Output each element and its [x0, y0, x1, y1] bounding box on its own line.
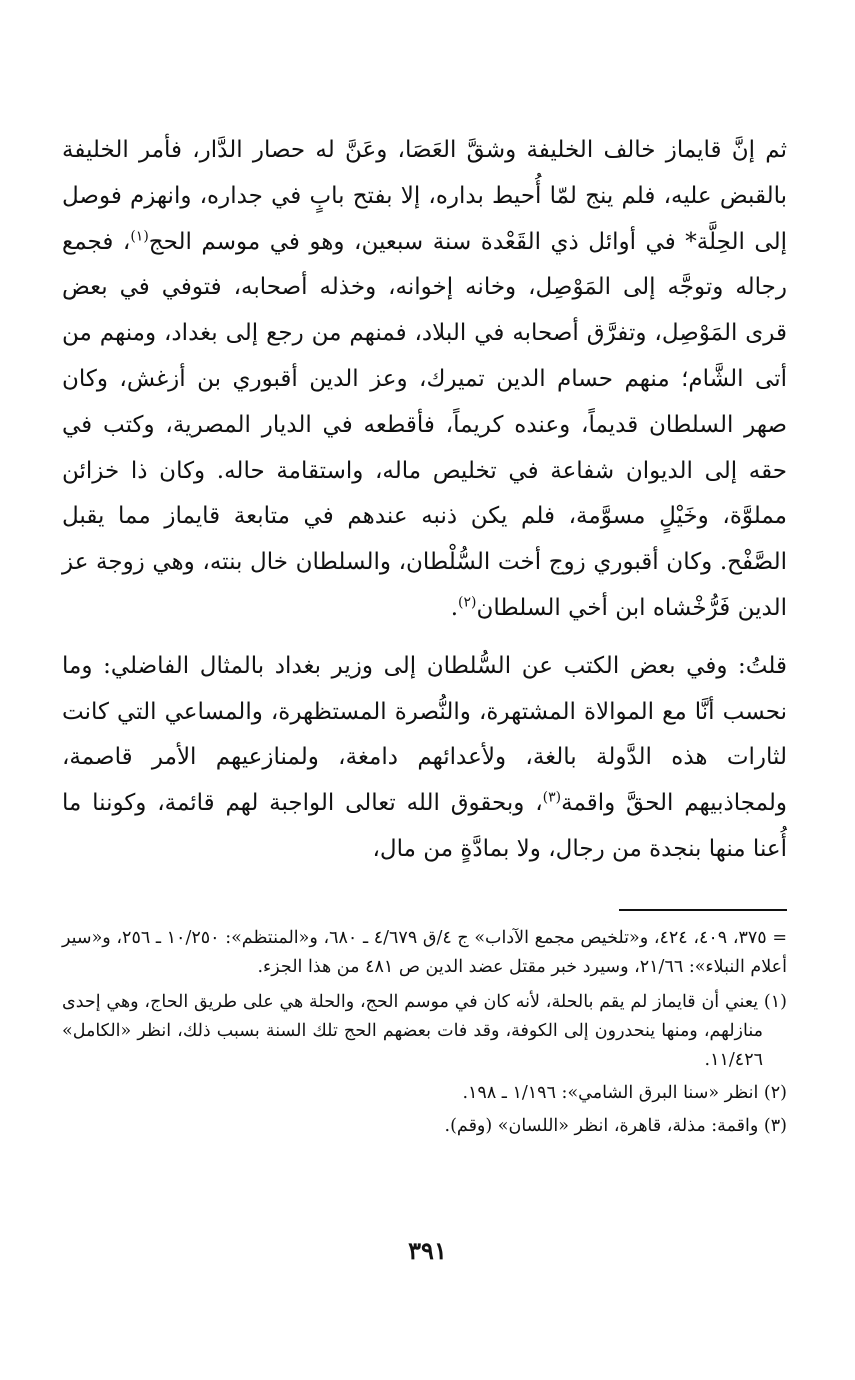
paragraph-2-text: قلتُ: وفي بعض الكتب عن السُّلطان إلى وزير بغداد بالمثال الفاضلي: وما نحسب أنَّا مع الموالاة المشتهرة، والنُّصرة المستظهرة، والمساعي التي كانت لثارات هذه الدَّولة بالغة، ولأعدائهم دامغة، ولمنازعيهم الأمر قاصمة، ولمجاذبيهم الحقَّ واقمة: [62, 652, 787, 817]
paragraph-2: [62, 644, 787, 873]
paragraph-2-text-continued: ، وبحقوق الله تعالى الواجبة لهم قائمة، وكوننا ما أُعنا منها بنجدة من رجال، ولا بمادَّةٍ من مال،: [62, 790, 787, 862]
footnote-ref-3[interactable]: (٣): [542, 789, 562, 806]
page-number: ٣٩١: [408, 1236, 447, 1265]
footnote-2: (٢) انظر «سنا البرق الشامي»: ١/١٩٦ ـ ١٩٨.: [462, 1083, 787, 1103]
footnotes: [62, 924, 787, 1145]
paragraph-1: [62, 128, 787, 632]
paragraph-1-end: .: [450, 594, 459, 621]
footnote-1: (١) يعني أن قايماز لم يقم بالحلة، لأنه كان في موسم الحج، والحلة هي على طريق الحاج، وهي إحدى منازلهم، ومنها ينحدرون إلى الكوفة، وقد فات بعضهم الحج تلك السنة بسبب ذلك، انظر «الكامل» ١١/٤٢٦.: [62, 992, 787, 1070]
footnote-continuation: = ٣٧٥، ٤٠٩، ٤٢٤، و«تلخيص مجمع الآداب» ج ٤/ق ٤/٦٧٩ ـ ٦٨٠، و«المنتظم»: ١٠/٢٥٠ ـ ٢٥٦، و«سير أعلام النبلاء»: ٢١/٦٦، وسيرد خبر مقتل عضد الدين ص ٤٨١ من هذا الجزء.: [62, 928, 787, 977]
footnote-ref-1[interactable]: (١): [130, 227, 149, 244]
footnote-ref-2[interactable]: (٢): [458, 594, 477, 611]
main-text: [62, 128, 787, 873]
paragraph-1-text: ثم إنَّ قايماز خالف الخليفة وشقَّ العَصَا، وعَنَّ له حصار الدَّار، فأمر الخليفة بالقبض عليه، فلم ينج لمّا أُحيط بداره، إلا بفتح بابٍ في جداره، وانهزم فوصل إلى الحِلَّة* في أوائل ذي القَعْدة سنة سبعين، وهو في موسم الحج: [62, 137, 787, 255]
paragraph-1-text-continued: ، فجمع رجاله وتوجَّه إلى المَوْصِل، وخانه إخوانه، وخذله أصحابه، فتوفي في بعض قرى المَوْصِل، وتفرَّق أصحابه في البلاد، فمنهم من رجع إلى بغداد، ومنهم من أتى الشَّام؛ منهم حسام الدين تميرك، وعز الدين أقبوري بن أزغش، وكان صهر السلطان قديماً، وعنده كريماً، فأقطعه في الديار المصرية، وكتب في حقه إلى الديوان شفاعة في تخليص ماله، واستقامة حاله. وكان ذا خزائن مملوَّة، وخَيْلٍ مسوَّمة، فلم يكن ذنبه عندهم في متابعة قايماز مما يقبل الصَّفْح. وكان أقبوري زوج أخت السُّلْطان، والسلطان خال بنته، وهي زوجة عز الدين فَرُّخْشاه ابن أخي السلطان: [62, 228, 787, 621]
footnote-3: (٣) واقمة: مذلة، قاهرة، انظر «اللسان» (وقم).: [444, 1116, 787, 1136]
footnote-separator: [619, 909, 787, 911]
